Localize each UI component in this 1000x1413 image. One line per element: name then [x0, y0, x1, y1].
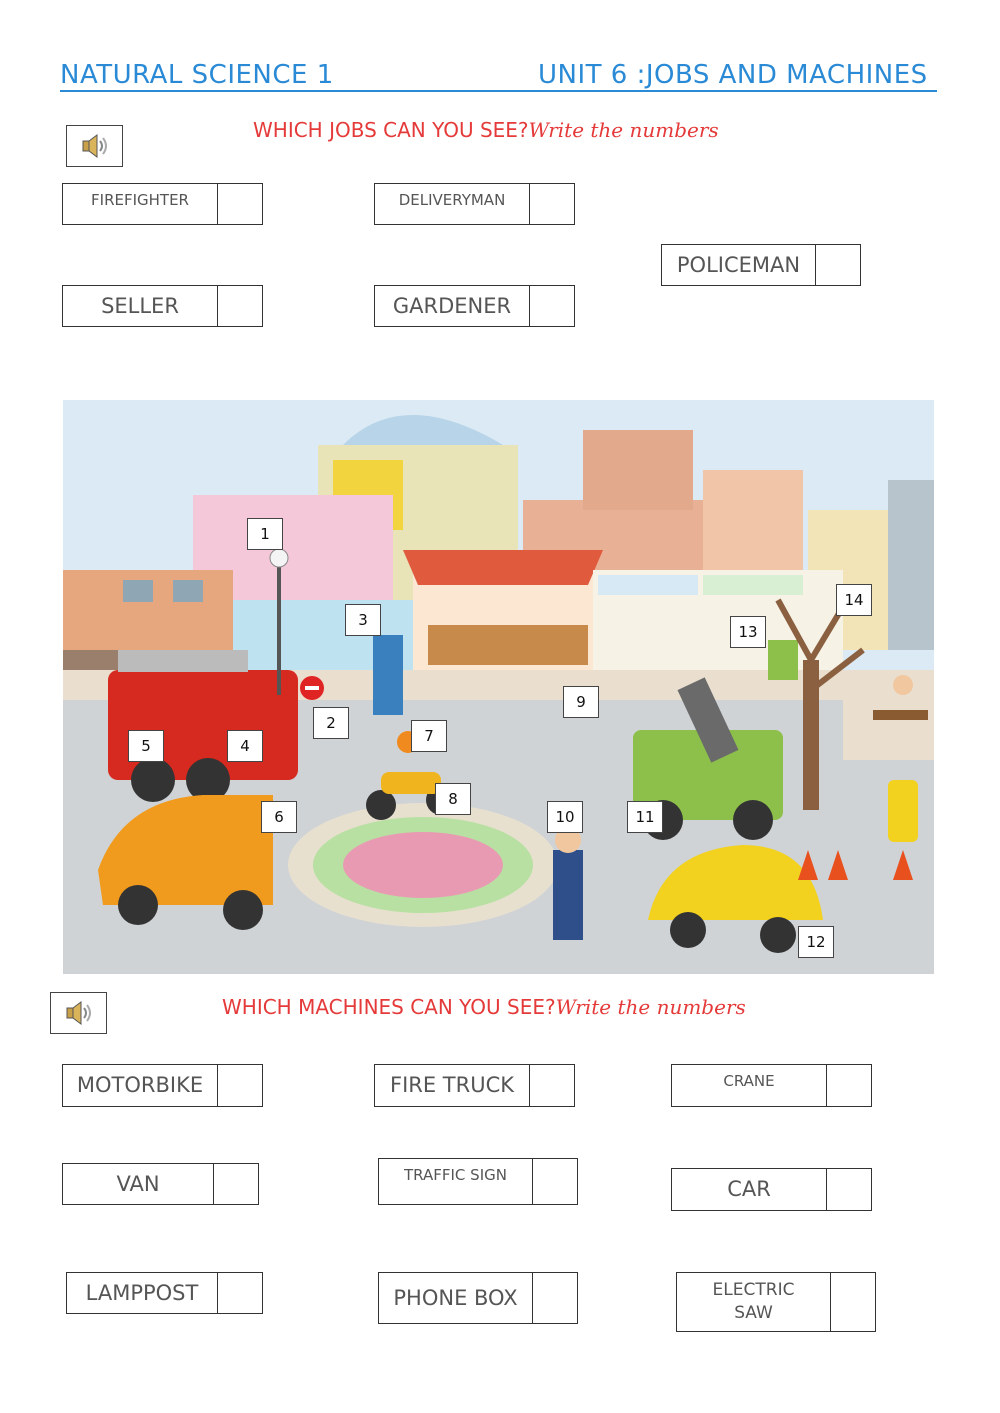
answer-input[interactable]	[827, 1065, 871, 1106]
answer-input[interactable]	[816, 245, 860, 285]
job-box-policeman	[661, 244, 861, 286]
machine-label: FIRE TRUCK	[375, 1065, 530, 1106]
scene-number-10: 10	[547, 801, 583, 833]
machines-question: WHICH MACHINES CAN YOU SEE?Write the numbers	[222, 995, 746, 1019]
machine-box-van	[62, 1163, 259, 1205]
machine-box-car	[671, 1168, 872, 1211]
scene-number-13: 13	[730, 616, 766, 648]
machine-box-fire-truck	[374, 1064, 575, 1107]
scene-number-11: 11	[627, 801, 663, 833]
machine-box-electric-saw	[676, 1272, 876, 1332]
scene-number-9: 9	[563, 686, 599, 718]
machine-box-crane	[671, 1064, 872, 1107]
scene-number-2: 2	[313, 707, 349, 739]
jobs-audio-button[interactable]	[66, 125, 123, 167]
machine-box-motorbike	[62, 1064, 263, 1107]
answer-input[interactable]	[530, 286, 574, 326]
answer-input[interactable]	[530, 184, 574, 224]
scene-number-5: 5	[128, 730, 164, 762]
scene-number-6: 6	[261, 801, 297, 833]
scene-number-1: 1	[247, 518, 283, 550]
answer-input[interactable]	[218, 184, 262, 224]
job-box-seller	[62, 285, 263, 327]
answer-input[interactable]	[214, 1164, 258, 1204]
machine-label: ELECTRIC SAW	[677, 1273, 831, 1331]
job-label: DELIVERYMAN	[375, 184, 530, 224]
machine-label: MOTORBIKE	[63, 1065, 218, 1106]
scene-number-7: 7	[411, 720, 447, 752]
machine-box-phone-box	[378, 1272, 578, 1324]
job-label: POLICEMAN	[662, 245, 816, 285]
job-label: FIREFIGHTER	[63, 184, 218, 224]
speaker-icon	[80, 133, 110, 159]
machine-label: PHONE BOX	[379, 1273, 533, 1323]
machine-label: VAN	[63, 1164, 214, 1204]
answer-input[interactable]	[533, 1273, 577, 1323]
job-label: SELLER	[63, 286, 218, 326]
machine-box-traffic-sign	[378, 1158, 578, 1205]
scene-drawing	[63, 400, 934, 974]
machine-label: LAMPPOST	[67, 1273, 218, 1313]
answer-input[interactable]	[827, 1169, 871, 1210]
answer-input[interactable]	[218, 1065, 262, 1106]
scene-number-4: 4	[227, 730, 263, 762]
scene-number-8: 8	[435, 783, 471, 815]
job-box-firefighter	[62, 183, 263, 225]
answer-input[interactable]	[530, 1065, 574, 1106]
job-box-gardener	[374, 285, 575, 327]
job-box-deliveryman	[374, 183, 575, 225]
scene-number-12: 12	[798, 926, 834, 958]
subject-title: NATURAL SCIENCE 1	[60, 60, 334, 90]
answer-input[interactable]	[533, 1159, 577, 1204]
header-underline	[60, 90, 937, 92]
answer-input[interactable]	[831, 1273, 875, 1331]
street-scene-illustration	[63, 400, 934, 974]
speaker-icon	[64, 1000, 94, 1026]
unit-title: UNIT 6 :JOBS AND MACHINES	[538, 60, 928, 90]
machine-label: CAR	[672, 1169, 827, 1210]
answer-input[interactable]	[218, 286, 262, 326]
scene-number-3: 3	[345, 604, 381, 636]
answer-input[interactable]	[218, 1273, 262, 1313]
machine-label: TRAFFIC SIGN	[379, 1159, 533, 1204]
job-label: GARDENER	[375, 286, 530, 326]
machines-audio-button[interactable]	[50, 992, 107, 1034]
machine-label: CRANE	[672, 1065, 827, 1106]
scene-number-14: 14	[836, 584, 872, 616]
machine-box-lamppost	[66, 1272, 263, 1314]
jobs-question: WHICH JOBS CAN YOU SEE?Write the numbers	[253, 118, 719, 142]
